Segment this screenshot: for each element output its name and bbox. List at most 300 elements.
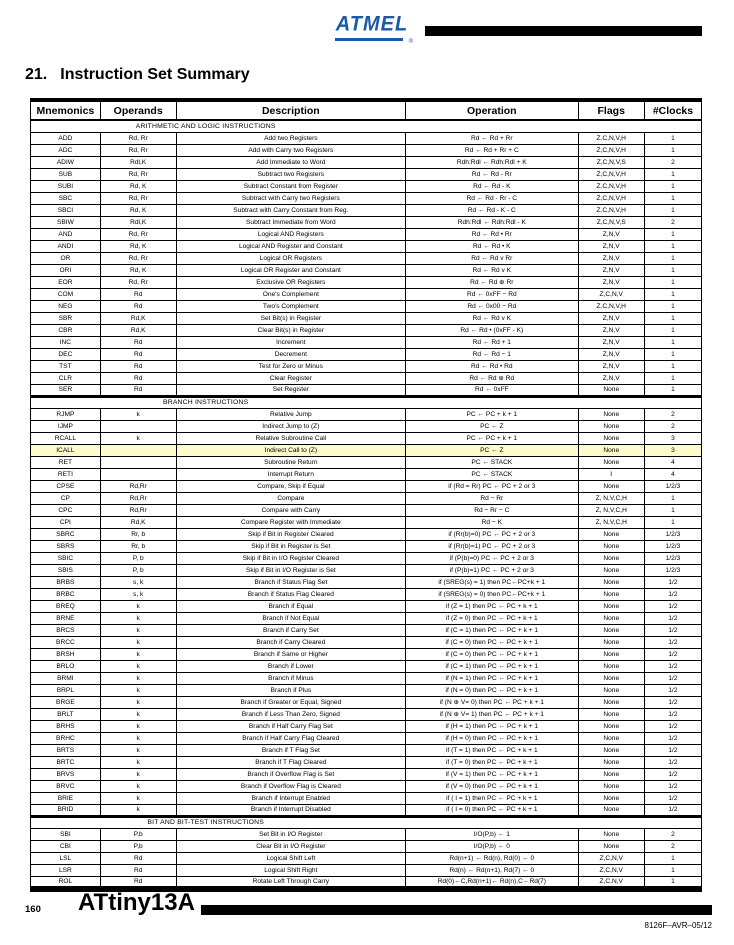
cell-clocks: 2	[644, 216, 701, 228]
instruction-table-body	[31, 120, 702, 889]
cell-mnemonic: CLR	[31, 372, 101, 384]
cell-clocks: 1	[644, 312, 701, 324]
cell-operation: Rd(n) ← Rd(n+1), Rd(7) ← 0	[406, 864, 578, 876]
cell-operation: Rdh:Rdl ← Rdh:Rdl + K	[406, 156, 578, 168]
cell-description: Test for Zero or Minus	[176, 360, 405, 372]
cell-operation: if (N = 0) then PC ← PC + k + 1	[406, 684, 578, 696]
table-row	[31, 576, 702, 588]
table-row	[31, 480, 702, 492]
cell-operands: k	[100, 732, 176, 744]
cell-operation: Rd(n+1) ← Rd(n), Rd(0) ← 0	[406, 852, 578, 864]
cell-clocks: 1	[644, 360, 701, 372]
table-row	[31, 720, 702, 732]
cell-description: Branch if Carry Set	[176, 624, 405, 636]
cell-mnemonic: OR	[31, 252, 101, 264]
cell-operands: Rd	[100, 372, 176, 384]
cell-mnemonic: BRBC	[31, 588, 101, 600]
table-row	[31, 516, 702, 528]
cell-operation: Rd ← Rd • Rr	[406, 228, 578, 240]
cell-description: Logical AND Register and Constant	[176, 240, 405, 252]
cell-operands: k	[100, 744, 176, 756]
table-row	[31, 660, 702, 672]
cell-clocks: 1	[644, 384, 701, 396]
cell-mnemonic: CBI	[31, 840, 101, 852]
cell-operands: Rd, K	[100, 264, 176, 276]
cell-clocks: 1	[644, 228, 701, 240]
cell-operation: Rd ← Rd • Rd	[406, 360, 578, 372]
table-row	[31, 432, 702, 444]
cell-flags: Z,C,N,V,H	[578, 204, 644, 216]
cell-operands: Rd	[100, 876, 176, 889]
cell-operands: Rd, Rr	[100, 228, 176, 240]
cell-flags: Z,C,N,V	[578, 864, 644, 876]
cell-mnemonic: TST	[31, 360, 101, 372]
cell-flags: None	[578, 576, 644, 588]
cell-clocks: 2	[644, 420, 701, 432]
table-row	[31, 420, 702, 432]
cell-operands: Rd,K	[100, 516, 176, 528]
cell-operands: Rd	[100, 852, 176, 864]
cell-clocks: 1/2	[644, 684, 701, 696]
cell-description: Subtract two Registers	[176, 168, 405, 180]
cell-clocks: 1	[644, 864, 701, 876]
cell-mnemonic: BRHC	[31, 732, 101, 744]
cell-clocks: 1/2	[644, 672, 701, 684]
cell-operands: k	[100, 672, 176, 684]
cell-clocks: 1/2	[644, 768, 701, 780]
cell-description: Branch if Status Flag Set	[176, 576, 405, 588]
table-row	[31, 192, 702, 204]
table-row	[31, 840, 702, 852]
cell-clocks: 2	[644, 828, 701, 840]
cell-flags: None	[578, 792, 644, 804]
cell-mnemonic: SBC	[31, 192, 101, 204]
cell-clocks: 1	[644, 876, 701, 889]
table-row	[31, 564, 702, 576]
table-row	[31, 228, 702, 240]
cell-description: Compare	[176, 492, 405, 504]
cell-operands: k	[100, 624, 176, 636]
cell-clocks: 1	[644, 264, 701, 276]
cell-description: Clear Bit(s) in Register	[176, 324, 405, 336]
cell-description: Branch if Plus	[176, 684, 405, 696]
cell-operation: Rd − K	[406, 516, 578, 528]
cell-flags: None	[578, 408, 644, 420]
cell-operands	[100, 420, 176, 432]
cell-description: Branch if Half Carry Flag Set	[176, 720, 405, 732]
cell-operation: Rd ← 0x00 − Rd	[406, 300, 578, 312]
cell-flags: Z,N,V	[578, 360, 644, 372]
cell-operation: Rd − Rr	[406, 492, 578, 504]
cell-clocks: 2	[644, 408, 701, 420]
footer-product-name: ATtiny13A	[78, 889, 195, 916]
cell-mnemonic: LSL	[31, 852, 101, 864]
cell-clocks: 1	[644, 324, 701, 336]
cell-flags: None	[578, 612, 644, 624]
table-row	[31, 408, 702, 420]
cell-operands: s, k	[100, 576, 176, 588]
cell-flags: None	[578, 528, 644, 540]
cell-flags: None	[578, 540, 644, 552]
cell-clocks: 1/2/3	[644, 564, 701, 576]
footer-document-id: 8126F–AVR–05/12	[644, 921, 712, 930]
cell-description: Logical OR Registers	[176, 252, 405, 264]
cell-description: Increment	[176, 336, 405, 348]
cell-mnemonic: CPSE	[31, 480, 101, 492]
cell-operation: if (P(b)=0) PC ← PC + 2 or 3	[406, 552, 578, 564]
cell-operation: Rd ← Rd + 1	[406, 336, 578, 348]
cell-flags: Z, N,V,C,H	[578, 492, 644, 504]
cell-mnemonic: SBR	[31, 312, 101, 324]
cell-operands: Rd	[100, 864, 176, 876]
cell-flags: None	[578, 732, 644, 744]
cell-description: One's Complement	[176, 288, 405, 300]
cell-mnemonic: ADC	[31, 144, 101, 156]
cell-operands: Rd, Rr	[100, 252, 176, 264]
cell-clocks: 1/2/3	[644, 540, 701, 552]
cell-operation: if (C = 0) then PC ← PC + k + 1	[406, 636, 578, 648]
cell-mnemonic: BRVC	[31, 780, 101, 792]
cell-operation: Rd ← Rd + Rr	[406, 132, 578, 144]
cell-description: Subtract Immediate from Word	[176, 216, 405, 228]
cell-flags: None	[578, 456, 644, 468]
table-row	[31, 768, 702, 780]
cell-mnemonic: COM	[31, 288, 101, 300]
table-row	[31, 360, 702, 372]
table-row	[31, 876, 702, 889]
cell-flags: None	[578, 756, 644, 768]
cell-operation: Rdh:Rdl ← Rdh:Rdl - K	[406, 216, 578, 228]
cell-operation: if (N ⊕ V= 0) then PC ← PC + k + 1	[406, 696, 578, 708]
cell-flags: Z, N,V,C,H	[578, 516, 644, 528]
cell-clocks: 1/2	[644, 792, 701, 804]
cell-description: Branch if Interrupt Enabled	[176, 792, 405, 804]
cell-operation: Rd ← Rd + Rr + C	[406, 144, 578, 156]
cell-clocks: 1/2	[644, 576, 701, 588]
cell-mnemonic: EOR	[31, 276, 101, 288]
cell-flags: Z,C,N,V,H	[578, 300, 644, 312]
cell-clocks: 1/2/3	[644, 552, 701, 564]
cell-operation: Rd ← 0xFF − Rd	[406, 288, 578, 300]
cell-operation: Rd ← Rd ⊕ Rr	[406, 276, 578, 288]
cell-mnemonic: ADIW	[31, 156, 101, 168]
cell-mnemonic: BRIE	[31, 792, 101, 804]
column-header: #Clocks	[644, 100, 701, 120]
cell-mnemonic: BRBS	[31, 576, 101, 588]
cell-operands: Rd, Rr	[100, 168, 176, 180]
cell-flags: None	[578, 384, 644, 396]
cell-description: Branch if Greater or Equal, Signed	[176, 696, 405, 708]
cell-description: Logical OR Register and Constant	[176, 264, 405, 276]
column-header: Mnemonics	[31, 100, 101, 120]
cell-clocks: 1/2	[644, 648, 701, 660]
cell-flags: Z,C,N,V,H	[578, 192, 644, 204]
cell-operation: Rd(0)←C,Rd(n+1)← Rd(n),C←Rd(7)	[406, 876, 578, 889]
cell-operation: if (Z = 0) then PC ← PC + k + 1	[406, 612, 578, 624]
cell-operands: Rd, K	[100, 204, 176, 216]
cell-mnemonic: ROL	[31, 876, 101, 889]
cell-operation: if (T = 1) then PC ← PC + k + 1	[406, 744, 578, 756]
cell-operands: k	[100, 600, 176, 612]
table-row	[31, 384, 702, 396]
cell-flags: Z,N,V	[578, 252, 644, 264]
cell-clocks: 1	[644, 240, 701, 252]
atmel-logo	[333, 13, 411, 43]
cell-operands: k	[100, 792, 176, 804]
cell-description: Branch if Equal	[176, 600, 405, 612]
cell-operands: k	[100, 684, 176, 696]
table-row	[31, 444, 702, 456]
cell-operands: Rd, Rr	[100, 144, 176, 156]
cell-flags: Z,N,V	[578, 324, 644, 336]
cell-mnemonic: BRHS	[31, 720, 101, 732]
cell-clocks: 1/2	[644, 636, 701, 648]
cell-operands: Rd, Rr	[100, 192, 176, 204]
table-row	[31, 588, 702, 600]
cell-operands: Rd,K	[100, 312, 176, 324]
section-header-row	[31, 396, 702, 408]
cell-description: Subroutine Return	[176, 456, 405, 468]
cell-mnemonic: SBI	[31, 828, 101, 840]
table-row	[31, 300, 702, 312]
cell-mnemonic: ICALL	[31, 444, 101, 456]
column-header: Description	[176, 100, 405, 120]
cell-clocks: 1/2/3	[644, 480, 701, 492]
cell-operands: Rd	[100, 348, 176, 360]
cell-mnemonic: CBR	[31, 324, 101, 336]
cell-description: Compare, Skip if Equal	[176, 480, 405, 492]
cell-description: Subtract with Carry two Registers	[176, 192, 405, 204]
column-header: Operation	[406, 100, 578, 120]
cell-mnemonic: ORI	[31, 264, 101, 276]
cell-flags: None	[578, 432, 644, 444]
cell-operands: Rd	[100, 300, 176, 312]
table-row	[31, 288, 702, 300]
table-row	[31, 780, 702, 792]
cell-flags: None	[578, 660, 644, 672]
cell-mnemonic: BREQ	[31, 600, 101, 612]
table-row	[31, 336, 702, 348]
cell-operands: Rd	[100, 336, 176, 348]
table-row	[31, 132, 702, 144]
cell-clocks: 1	[644, 300, 701, 312]
cell-flags: None	[578, 840, 644, 852]
cell-mnemonic: BRMI	[31, 672, 101, 684]
cell-flags: None	[578, 804, 644, 816]
cell-mnemonic: SUB	[31, 168, 101, 180]
cell-description: Branch if Carry Cleared	[176, 636, 405, 648]
cell-operation: if ( I = 1) then PC ← PC + k + 1	[406, 792, 578, 804]
cell-clocks: 1/2	[644, 588, 701, 600]
cell-clocks: 1	[644, 288, 701, 300]
section-header-label: BRANCH INSTRUCTIONS	[162, 399, 249, 406]
cell-flags: None	[578, 648, 644, 660]
table-row	[31, 684, 702, 696]
cell-flags: Z,N,V	[578, 228, 644, 240]
cell-operation: Rd ← Rd v K	[406, 312, 578, 324]
cell-operands: Rd,K	[100, 324, 176, 336]
cell-description: Branch if Half Carry Flag Cleared	[176, 732, 405, 744]
table-row	[31, 252, 702, 264]
cell-clocks: 1	[644, 852, 701, 864]
cell-operation: Rd ← 0xFF	[406, 384, 578, 396]
cell-description: Clear Register	[176, 372, 405, 384]
cell-flags: Z,C,N,V	[578, 852, 644, 864]
cell-mnemonic: RCALL	[31, 432, 101, 444]
cell-operands: Rd	[100, 360, 176, 372]
cell-description: Logical Shift Right	[176, 864, 405, 876]
cell-operands: k	[100, 696, 176, 708]
cell-operation: Rd ← Rd - Rr	[406, 168, 578, 180]
cell-clocks: 1/2	[644, 660, 701, 672]
cell-mnemonic: ADD	[31, 132, 101, 144]
cell-flags: Z,N,V	[578, 336, 644, 348]
cell-operands: k	[100, 648, 176, 660]
cell-flags: None	[578, 564, 644, 576]
cell-operands: Rdl,K	[100, 156, 176, 168]
cell-operation: if (V = 0) then PC ← PC + k + 1	[406, 780, 578, 792]
cell-flags: Z,C,N,V,H	[578, 132, 644, 144]
cell-operands: Rd, Rr	[100, 276, 176, 288]
cell-mnemonic: SER	[31, 384, 101, 396]
cell-clocks: 4	[644, 456, 701, 468]
page-number: 160	[25, 904, 41, 915]
atmel-logo-text: ATMEL	[335, 12, 409, 36]
table-row	[31, 672, 702, 684]
cell-operands: k	[100, 408, 176, 420]
cell-mnemonic: SBIC	[31, 552, 101, 564]
cell-operation: PC ← PC + k + 1	[406, 432, 578, 444]
cell-description: Add Immediate to Word	[176, 156, 405, 168]
cell-flags: None	[578, 480, 644, 492]
cell-operands: k	[100, 636, 176, 648]
page-title	[25, 66, 250, 84]
cell-mnemonic: INC	[31, 336, 101, 348]
table-row	[31, 468, 702, 480]
cell-mnemonic: CPC	[31, 504, 101, 516]
cell-operation: Rd ← Rd • (0xFF - K)	[406, 324, 578, 336]
table-row	[31, 156, 702, 168]
cell-description: Set Bit(s) in Register	[176, 312, 405, 324]
cell-flags: None	[578, 444, 644, 456]
cell-operation: PC ← STACK	[406, 468, 578, 480]
cell-operation: if (N ⊕ V= 1) then PC ← PC + k + 1	[406, 708, 578, 720]
cell-operands	[100, 468, 176, 480]
table-row	[31, 144, 702, 156]
cell-clocks: 1/2	[644, 720, 701, 732]
cell-mnemonic: SBRC	[31, 528, 101, 540]
cell-mnemonic: BRLT	[31, 708, 101, 720]
cell-flags: Z,C,N,V,H	[578, 180, 644, 192]
cell-operation: if (SREG(s) = 1) then PC←PC+k + 1	[406, 576, 578, 588]
cell-clocks: 1	[644, 144, 701, 156]
cell-operation: if (P(b)=1) PC ← PC + 2 or 3	[406, 564, 578, 576]
table-row	[31, 792, 702, 804]
cell-description: Skip if Bit in I/O Register Cleared	[176, 552, 405, 564]
cell-operands: Rr, b	[100, 540, 176, 552]
cell-operation: Rd ← Rd ⊕ Rd	[406, 372, 578, 384]
cell-mnemonic: BRTC	[31, 756, 101, 768]
cell-clocks: 1	[644, 336, 701, 348]
table-row	[31, 756, 702, 768]
cell-operation: Rd − Rr − C	[406, 504, 578, 516]
cell-operation: Rd ← Rd • K	[406, 240, 578, 252]
cell-description: Relative Subroutine Call	[176, 432, 405, 444]
cell-mnemonic: BRLO	[31, 660, 101, 672]
cell-operation: Rd ← Rd v K	[406, 264, 578, 276]
cell-mnemonic: CPI	[31, 516, 101, 528]
cell-clocks: 4	[644, 468, 701, 480]
cell-description: Indirect Jump to (Z)	[176, 420, 405, 432]
section-header-row	[31, 816, 702, 828]
cell-operands: P,b	[100, 828, 176, 840]
cell-description: Exclusive OR Registers	[176, 276, 405, 288]
table-row	[31, 456, 702, 468]
cell-description: Branch if Same or Higher	[176, 648, 405, 660]
cell-flags: Z,C,N,V,H	[578, 144, 644, 156]
cell-mnemonic: SUBI	[31, 180, 101, 192]
cell-flags: Z,C,N,V	[578, 288, 644, 300]
cell-operation: if (Z = 1) then PC ← PC + k + 1	[406, 600, 578, 612]
cell-description: Decrement	[176, 348, 405, 360]
cell-mnemonic: BRTS	[31, 744, 101, 756]
cell-mnemonic: BRGE	[31, 696, 101, 708]
cell-operands: Rd,Rr	[100, 492, 176, 504]
cell-flags: I	[578, 468, 644, 480]
cell-clocks: 1	[644, 192, 701, 204]
table-row	[31, 240, 702, 252]
table-row	[31, 312, 702, 324]
cell-flags: Z,C,N,V,S	[578, 216, 644, 228]
table-row	[31, 216, 702, 228]
cell-operands: k	[100, 756, 176, 768]
table-row	[31, 276, 702, 288]
cell-operation: PC ← Z	[406, 444, 578, 456]
cell-flags: None	[578, 828, 644, 840]
cell-flags: Z, N,V,C,H	[578, 504, 644, 516]
cell-flags: None	[578, 600, 644, 612]
cell-description: Logical Shift Left	[176, 852, 405, 864]
cell-operands: Rd, Rr	[100, 132, 176, 144]
cell-mnemonic: RET	[31, 456, 101, 468]
cell-flags: Z,N,V	[578, 312, 644, 324]
instruction-set-table	[30, 98, 702, 892]
cell-operands: k	[100, 804, 176, 816]
cell-operation: if (C = 0) then PC ← PC + k + 1	[406, 648, 578, 660]
table-row	[31, 828, 702, 840]
cell-operation: PC ← Z	[406, 420, 578, 432]
cell-operation: PC ← PC + k + 1	[406, 408, 578, 420]
table-row	[31, 636, 702, 648]
cell-flags: Z,N,V	[578, 240, 644, 252]
cell-clocks: 1	[644, 372, 701, 384]
cell-mnemonic: RJMP	[31, 408, 101, 420]
table-row	[31, 804, 702, 816]
cell-operation: I/O(P,b) ← 1	[406, 828, 578, 840]
cell-description: Branch if T Flag Set	[176, 744, 405, 756]
cell-clocks: 1/2	[644, 804, 701, 816]
cell-operands: Rd, K	[100, 180, 176, 192]
cell-mnemonic: BRNE	[31, 612, 101, 624]
cell-description: Branch if T Flag Cleared	[176, 756, 405, 768]
cell-clocks: 1	[644, 168, 701, 180]
cell-clocks: 3	[644, 444, 701, 456]
cell-mnemonic: CP	[31, 492, 101, 504]
cell-description: Skip if Bit in Register is Set	[176, 540, 405, 552]
cell-clocks: 1/2	[644, 612, 701, 624]
cell-description: Branch if Lower	[176, 660, 405, 672]
cell-operands: Rd, K	[100, 240, 176, 252]
